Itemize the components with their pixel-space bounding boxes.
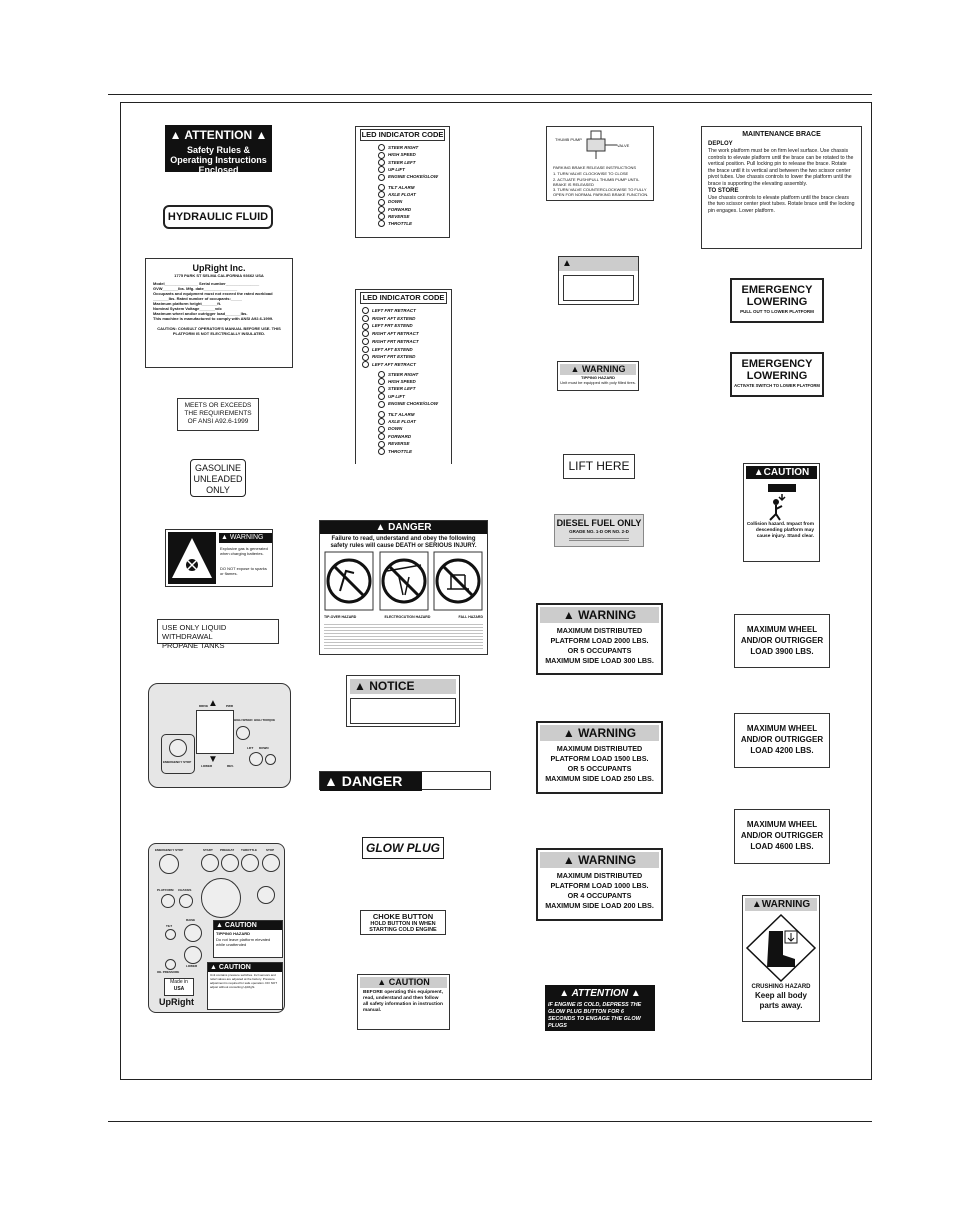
- blank-warning-body: [563, 275, 634, 301]
- led-title: LED INDICATOR CODE: [361, 130, 444, 139]
- led-row: ENGINE CHOKE/GLOW: [378, 173, 445, 180]
- label-high-torque: HIGH TORQUE: [254, 718, 276, 722]
- load-2000-header: ▲ WARNING: [540, 607, 659, 623]
- panel-caution-2-body: Unit contains pressure switches. Incl sensors and relief valves are adjusted at the factory. Pressure adjustment is required for safe operation. DO NOT adjust without consulting UpRight.: [210, 973, 277, 989]
- tipover-icon: [324, 551, 374, 611]
- wheel-line: LOAD 3900 LBS.: [750, 647, 814, 656]
- header-rule: [108, 94, 872, 95]
- led-row: FORWARD: [378, 206, 445, 213]
- key-switch: [201, 878, 241, 918]
- label-rev: REV.: [227, 764, 234, 768]
- choke-line: STARTING COLD ENGINE: [369, 927, 437, 933]
- usa-text: USA: [173, 986, 185, 992]
- attention-glow-plug-decal: [545, 985, 655, 1031]
- ansi-decal: MEETS OR EXCEEDS THE REQUIREMENTS OF ANSI A92.6-1999: [177, 398, 259, 431]
- hour-meter: [257, 886, 275, 904]
- serial-lines: [153, 281, 285, 321]
- propane-line: PROPANE TANKS: [162, 641, 225, 650]
- emergency-line: LOWERING: [746, 296, 808, 308]
- maintenance-deploy: DEPLOY: [708, 141, 733, 147]
- serial-line: Maximum platform height_______ft.: [153, 301, 222, 306]
- brake-step: 1. TURN VALVE CLOCKWISE TO CLOSE: [553, 171, 629, 176]
- load-line: MAXIMUM SIDE LOAD 200 LBS.: [545, 901, 654, 910]
- emergency-sub: PULL OUT TO LOWER PLATFORM: [740, 309, 814, 314]
- led-row: UP LIFT: [378, 393, 447, 400]
- emergency-line: EMERGENCY: [741, 284, 813, 296]
- led-row: RIGHT AFT EXTEND: [362, 315, 447, 323]
- electrocution-label: ELECTROCUTION HAZARD: [384, 615, 431, 619]
- led-indicator-decal-1: [355, 126, 450, 238]
- serial-line: Model_______________ Serial number_______________: [153, 281, 260, 286]
- warning-crushing-decal: [742, 895, 820, 1022]
- wheel-line: MAXIMUM WHEEL: [746, 724, 818, 733]
- label-emergency-stop: EMERGENCY STOP: [163, 760, 192, 764]
- label-high-speed: HIGH SPEED: [234, 718, 253, 722]
- choke-title: CHOKE BUTTON: [372, 912, 434, 921]
- warning-battery-decal: [165, 529, 273, 587]
- emergency-sub: ACTIVATE SWITCH TO LOWER PLATFORM: [734, 383, 820, 388]
- gasoline-line: UNLEADED: [193, 474, 243, 484]
- gasoline-decal: [190, 459, 246, 497]
- load-line: OR 5 OCCUPANTS: [567, 646, 632, 655]
- led-indicator-decal-2: [355, 289, 452, 464]
- label-lift: LIFT: [247, 746, 254, 750]
- warning-battery-body: Explosive gas is generated when charging batteries.: [220, 546, 268, 556]
- panel-caution-1-sub: TIPPING HAZARD: [216, 931, 250, 936]
- brake-step: 3. TURN VALVE COUNTERCLOCKWISE TO FULLY OPEN FOR NORMAL PARKING BRAKE FUNCTION.: [553, 187, 649, 197]
- warning-tipping-sub: TIPPING HAZARD: [581, 375, 615, 380]
- led-row: UP LIFT: [378, 166, 445, 173]
- label-emergency-stop: EMERGENCY STOP: [155, 848, 184, 852]
- choke-button-decal: [360, 910, 446, 935]
- notice-decal: [346, 675, 460, 727]
- load-line: OR 4 OCCUPANTS: [567, 891, 632, 900]
- control-panel-1: [148, 683, 291, 788]
- label-tilt: TILT: [166, 924, 173, 928]
- lower-button: [184, 946, 202, 964]
- serial-address: 1775 PARK ST SELMA CALIFORNIA 93662 USA: [174, 273, 264, 278]
- caution-crush-header: ▲CAUTION: [746, 466, 817, 479]
- made-in-text: Made in: [170, 979, 188, 985]
- notice-blank: [350, 698, 456, 724]
- led-row: STEER RIGHT: [378, 371, 447, 378]
- load-1000-header: ▲ WARNING: [540, 852, 659, 868]
- panel-caution-1-header: ▲ CAUTION: [214, 921, 282, 930]
- raise-button: [184, 924, 202, 942]
- led-row: THROTTLE: [378, 220, 445, 227]
- led-row: STEER LEFT: [378, 159, 445, 166]
- danger-body: Failure to read, understand and obey the following safety rules will cause DEATH or SERIOUS INJURY.: [330, 536, 477, 549]
- blank-warning-header: ▲: [559, 257, 638, 271]
- maintenance-brace-decal: [701, 126, 862, 249]
- wheel-load-4600-decal: [734, 809, 830, 864]
- caution-before-body: BEFORE operating this equipment, read, understand and then follow all safety information in instruction manual.: [363, 990, 443, 1013]
- panel-caution-1: [213, 920, 283, 958]
- emergency-stop-button: [159, 854, 179, 874]
- label-pwr: PWR: [226, 704, 233, 708]
- control-panel-2: [148, 843, 285, 1013]
- serial-line: Occupants and equipment must not exceed the rated workload: [153, 291, 273, 296]
- warning-crushing-body: Keep all body parts away.: [754, 991, 807, 1010]
- hydraulic-fluid-decal: HYDRAULIC FLUID: [163, 205, 273, 229]
- warning-tipping-decal: [557, 361, 639, 391]
- led-row: THROTTLE: [378, 448, 447, 455]
- load-line: PLATFORM LOAD 1000 LBS.: [550, 881, 649, 890]
- panel-display: [196, 710, 234, 754]
- led-row: FORWARD: [378, 433, 447, 440]
- attention-safety-decal: [165, 125, 272, 175]
- valve-label: VALVE: [617, 143, 630, 148]
- emergency-stop-button: [169, 739, 187, 757]
- attention-glow-header: ▲ ATTENTION ▲: [559, 988, 641, 999]
- warning-tipping-header: ▲ WARNING: [560, 364, 636, 375]
- led-row: AXLE FLOAT: [378, 191, 445, 198]
- pump-label: THUMB PUMP: [555, 137, 582, 142]
- caution-crush-body: Collision hazard. Impact from descending platform may cause injury. Stand clear.: [746, 522, 814, 539]
- maintenance-title: MAINTENANCE BRACE: [742, 131, 821, 138]
- brake-step: 2. ACTUATE PUSH/PULL THUMB PUMP UNTIL BRAKE IS RELEASED: [553, 177, 640, 187]
- notice-header: ▲ NOTICE: [350, 679, 456, 694]
- tipover-label: TIP-OVER HAZARD: [324, 615, 357, 619]
- led-row: LEFT AFT EXTEND: [362, 346, 447, 354]
- caution-before-decal: [357, 974, 450, 1030]
- load-2000-decal: [536, 603, 663, 675]
- diesel-fine-print: [569, 537, 629, 542]
- danger-columns: [324, 615, 483, 619]
- led-row: STEER LEFT: [378, 385, 447, 392]
- fall-label: FALL HAZARD: [458, 615, 483, 619]
- load-1500-header: ▲ WARNING: [540, 725, 659, 741]
- wheel-line: LOAD 4600 LBS.: [750, 842, 814, 851]
- load-line: MAXIMUM DISTRIBUTED: [556, 744, 643, 753]
- label-preheat: PREHEAT: [220, 848, 235, 852]
- warning-tipping-body: Unit must be equipped with poly filled tires.: [560, 380, 636, 385]
- load-1500-body: [540, 744, 659, 784]
- led-row: RIGHT FRT RETRACT: [362, 338, 447, 346]
- load-line: PLATFORM LOAD 1500 LBS.: [550, 754, 649, 763]
- danger-fine-print: [324, 622, 483, 650]
- led-row: REVERSE: [378, 213, 445, 220]
- emergency-line: LOWERING: [746, 370, 808, 382]
- tilt-indicator: [165, 929, 176, 940]
- led-row: REVERSE: [378, 440, 447, 447]
- wheel-line: AND/OR OUTRIGGER: [740, 735, 824, 744]
- preheat-button: [221, 854, 239, 872]
- choke-line: HOLD BUTTON IN WHEN: [370, 921, 436, 927]
- load-line: MAXIMUM DISTRIBUTED: [556, 871, 643, 880]
- serial-number-plate: [145, 258, 293, 368]
- label-down: DOWN: [259, 746, 269, 750]
- led-row: TILT ALARM: [378, 411, 447, 418]
- label-oil-pressure: OIL PRESSURE: [157, 970, 180, 974]
- led-row: LEFT FRT RETRACT: [362, 307, 447, 315]
- down-button: [265, 754, 276, 765]
- gasoline-line: GASOLINE: [194, 463, 241, 473]
- label-platform: PLATFORM: [157, 888, 174, 892]
- led-row: HIGH SPEED: [378, 378, 447, 385]
- label-start: START: [203, 848, 213, 852]
- led-row: ENGINE CHOKE/GLOW: [378, 400, 447, 407]
- lift-button: [249, 752, 263, 766]
- wheel-load-3900-decal: [734, 614, 830, 668]
- electrocution-icon: [379, 551, 429, 611]
- serial-line: Nominal System Voltage_______vdc: [153, 306, 222, 311]
- maintenance-store-body: Use chassis controls to elevate platform until the brace clears the two scissor center pivot tubes. Rotate brace until the locking pin engages. Lower platform.: [708, 194, 855, 214]
- danger-pictograms: [324, 551, 483, 613]
- made-in-usa-badge: [164, 978, 194, 996]
- propane-decal: [157, 619, 279, 650]
- load-line: MAXIMUM SIDE LOAD 250 LBS.: [545, 774, 654, 783]
- attention-glow-body: IF ENGINE IS COLD, DEPRESS THE GLOW PLUG BUTTON FOR 6 SECONDS TO ENGAGE THE GLOW PLUGS: [548, 1002, 642, 1029]
- led-row: DOWN: [378, 198, 445, 205]
- wheel-line: MAXIMUM WHEEL: [746, 625, 818, 634]
- throttle-button: [241, 854, 259, 872]
- label-stop: STOP: [266, 848, 275, 852]
- glow-plug-decal: GLOW PLUG: [362, 837, 444, 859]
- wheel-line: AND/OR OUTRIGGER: [740, 636, 824, 645]
- diesel-sub: GRADE NO. 1-D OR NO. 2-D: [569, 529, 629, 534]
- wheel-line: AND/OR OUTRIGGER: [740, 831, 824, 840]
- brake-release-decal: [546, 126, 654, 201]
- maintenance-store: TO STORE: [708, 187, 739, 194]
- explosion-icon: [168, 532, 216, 584]
- led-outrigger-list: [360, 307, 447, 369]
- label-raise: RAISE: [186, 918, 196, 922]
- crush-pictogram-icon: [752, 482, 812, 522]
- platform-button: [161, 894, 175, 908]
- brake-title: PARKING BRAKE RELEASE INSTRUCTIONS: [553, 165, 637, 170]
- serial-line: This machine is manufactured to comply with ANSI A92.6-1999.: [153, 316, 274, 321]
- load-line: MAXIMUM SIDE LOAD 300 LBS.: [545, 656, 654, 665]
- emergency-line: EMERGENCY: [741, 358, 813, 370]
- led-list: [360, 144, 445, 227]
- load-1000-body: [540, 871, 659, 911]
- panel-caution-1-body: Do not leave platform elevated while unattended: [216, 937, 271, 947]
- led-row: LEFT AFT RETRACT: [362, 361, 447, 369]
- oil-pressure-indicator: [165, 959, 176, 970]
- serial-line: _______lbs. Rated number of occupants:_____: [153, 296, 242, 301]
- led-row: TILT ALARM: [378, 184, 445, 191]
- blank-warning-decal: [558, 256, 639, 305]
- load-1500-decal: [536, 721, 663, 794]
- load-2000-body: [540, 626, 659, 666]
- led-row: DOWN: [378, 425, 447, 432]
- label-drive: DRIVE: [199, 704, 209, 708]
- serial-caution: CAUTION: CONSULT OPERATOR'S MANUAL BEFORE USE. THIS PLATFORM IS NOT ELECTRICALLY INSULATED.: [157, 326, 281, 336]
- led-row: RIGHT FRT EXTEND: [362, 353, 447, 361]
- danger-safety-rules-decal: [319, 520, 488, 655]
- label-lower: LOWER: [201, 764, 213, 768]
- diesel-title: DIESEL FUEL ONLY: [556, 518, 642, 528]
- wheel-load-4200-decal: [734, 713, 830, 768]
- label-throttle: THROTTLE: [241, 848, 257, 852]
- led-row: AXLE FLOAT: [378, 418, 447, 425]
- caution-before-header: ▲ CAUTION: [360, 977, 447, 988]
- danger-strip-decal: [319, 771, 491, 790]
- serial-company: UpRight Inc.: [192, 263, 246, 273]
- maintenance-deploy-body: The work platform must be on firm level surface. Use chassis controls to elevate platform until the brace can be rotated to the vertical position. Pull locking pin to release the brace. Rotate the brace until it is vertical and between the two scissor center pivot tubes. Use chassis controls to lower the platform until the brace is supporting the elevating assembly.: [708, 148, 854, 187]
- attention-body: Safety Rules & Operating Instructions Enclosed: [170, 145, 267, 175]
- danger-header: ▲ DANGER: [320, 521, 487, 534]
- led-list: [360, 371, 447, 455]
- led-row: LEFT FRT EXTEND: [362, 322, 447, 330]
- led-row: HIGH SPEED: [378, 151, 445, 158]
- wheel-line: MAXIMUM WHEEL: [746, 820, 818, 829]
- panel-caution-2: [207, 962, 283, 1010]
- serial-line: Maximum wheel and/or outrigger load_______lbs.: [153, 311, 248, 316]
- start-button: [201, 854, 219, 872]
- led-row: RIGHT AFT RETRACT: [362, 330, 447, 338]
- led-title: LED INDICATOR CODE: [360, 292, 447, 304]
- caution-crush-decal: [743, 463, 820, 562]
- warning-crushing-header: ▲WARNING: [745, 898, 817, 911]
- emergency-lowering-decal-2: [730, 352, 824, 397]
- load-line: OR 5 OCCUPANTS: [567, 764, 632, 773]
- wheel-line: LOAD 4200 LBS.: [750, 746, 814, 755]
- label-chassis: CHASSIS: [178, 888, 192, 892]
- load-1000-decal: [536, 848, 663, 921]
- attention-header: ▲ ATTENTION ▲: [169, 128, 268, 142]
- gasoline-line: ONLY: [206, 485, 230, 495]
- fall-hazard-icon: [433, 551, 483, 611]
- footer-rule: [108, 1121, 872, 1122]
- emergency-lowering-decal-1: [730, 278, 824, 323]
- serial-line: GVW_______lbs. Mfg. date_______________: [153, 286, 238, 291]
- warning-battery-header: ▲ WARNING: [219, 533, 272, 543]
- arrow-down-icon: ▼: [208, 754, 218, 765]
- upright-logo: UpRight: [159, 997, 194, 1007]
- propane-line: USE ONLY LIQUID WITHDRAWAL: [162, 623, 227, 641]
- led-row: STEER RIGHT: [378, 144, 445, 151]
- high-speed-button: [236, 726, 250, 740]
- panel-caution-2-header: ▲ CAUTION: [208, 963, 282, 972]
- boot-crush-icon: [745, 913, 817, 983]
- warning-crushing-sub: CRUSHING HAZARD: [751, 984, 811, 990]
- diesel-decal: [554, 514, 644, 547]
- chassis-button: [179, 894, 193, 908]
- load-line: MAXIMUM DISTRIBUTED: [556, 626, 643, 635]
- load-line: PLATFORM LOAD 2000 LBS.: [550, 636, 649, 645]
- danger-strip-header: ▲ DANGER: [320, 772, 422, 791]
- arrow-up-icon: ▲: [208, 698, 218, 709]
- label-lower: LOWER: [186, 964, 198, 968]
- warning-battery-body2: DO NOT expose to sparks or flames.: [220, 566, 267, 576]
- lift-here-decal: LIFT HERE: [563, 454, 635, 479]
- thumb-pump-icon: [577, 129, 617, 161]
- stop-button: [262, 854, 280, 872]
